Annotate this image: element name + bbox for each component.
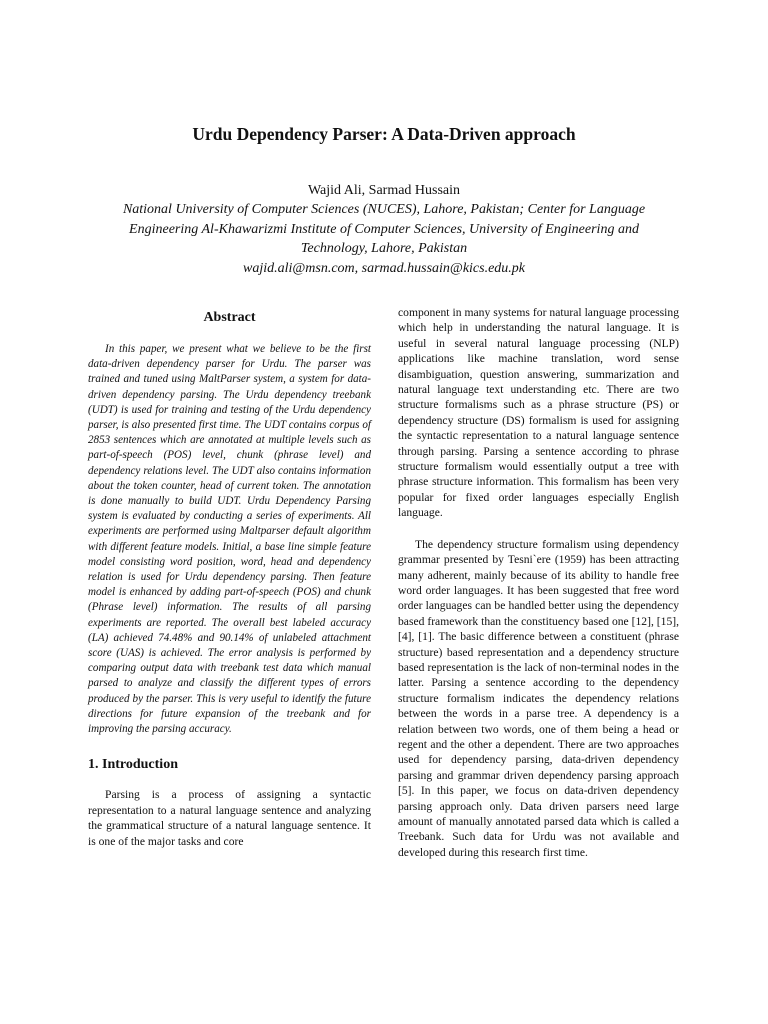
paper-title: Urdu Dependency Parser: A Data-Driven approach — [192, 124, 576, 144]
abstract-heading: Abstract — [203, 310, 256, 325]
right-column — [398, 305, 679, 860]
abstract-text: In this paper, we present what we believe to be the first data-driven dependency parser for Urdu. The parser was trained and tuned using MaltParser system, a system for data-driven dependency parsing. The Urdu dependency treebank (UDT) is used for training and testing of the Urdu dependency parser, is also presented first time. The UDT contains corpus of 2853 sentences which are annotated at multiple levels such as part-of-speech (POS) level, chunk (phrase level) and dependency relations level. The UDT also contains information about the token counter, head of current token. The annotation is done manually to build UDT. Urdu Dependency Parsing system is evaluated by conducting a series of experiments. All experiments are performed using Maltparser default algorithm with different feature models. Initial, a base line simple feature model consisting word position, word, head and dependency relation is used for Urdu dependency parsing. Then feature model is enhanced by adding part-of-speech (POS) and chunk (Phrase level) information. The results of all parsing experiments are reported. The overall best labeled accuracy (LA) achieved 74.48% and 90.14% of unlabeled attachment score (UAS) is achieved. The error analysis is performed by comparing output data with treebank test data which manual parsed to analyze and classify the different types of errors produced by the parser. This is very useful to identify the future directions for future expansion of the treebank and for improving the parsing accuracy. — [88, 343, 371, 736]
author-emails: wajid.ali@msn.com, sarmad.hussain@kics.edu.pk — [242, 260, 526, 276]
left-column — [88, 310, 371, 849]
author-affiliation — [98, 200, 670, 278]
affiliation-line: Engineering Al-Khawarizmi Institute of Computer Sciences, University of Engineering and — [129, 221, 639, 237]
body-paragraph: The dependency structure formalism using dependency grammar presented by Tesni`ere (1959) has been attracting many adherent, mainly because of its ability to handle free word order languages. It has been suggested that free word order languages can be handled better using the dependency based framework than the constituency based one [12], [15], [4], [1]. The basic difference between a constituent (phrase structure) based representation and a dependency structure based representation is the lack of non-terminal nodes in the latter. Parsing a sentence according to the dependency structure formalism indicates the dependency relations between the words in a parse tree. A dependency is a relation between two words, one of them being a head or regent and the other a dependent. There are two approaches used for dependency parsing, data-driven dependency parsing and grammar driven dependency parsing approach [5]. In this paper, we focus on data-driven dependency parsing approach only. Data driven parsers need large amount of manually annotated parsed data which is called a Treebank. Such data for Urdu was not available and developed during this research first time. — [398, 537, 679, 859]
affiliation-line: National University of Computer Sciences (NUCES), Lahore, Pakistan; Center for Language — [122, 202, 646, 217]
intro-paragraph: Parsing is a process of assigning a syntactic representation to a natural language sentence and analyzing the grammatical structure of a natural language sentence. It is one of the major tasks and core — [88, 788, 371, 848]
section-heading-introduction: 1. Introduction — [88, 757, 178, 773]
body-paragraph: component in many systems for natural language processing which help in understanding the natural language. It is useful in several natural language processing (NLP) applications like machine translation, word sense disambiguation, question answering, summarization and natural language text understanding etc. There are two structure formalisms such as a phrase structure (PS) or dependency structure (DS) formalism is used for assigning the syntactic representation to a natural language sentence through parsing. Parsing a sentence according to phrase structure formalism would essentially output a tree with phrase structure information. This formalism has been very popular for fixed order languages especially English language. — [398, 306, 679, 520]
author-names: Wajid Ali, Sarmad Hussain — [307, 183, 461, 198]
affiliation-line: Technology, Lahore, Pakistan — [300, 241, 468, 256]
